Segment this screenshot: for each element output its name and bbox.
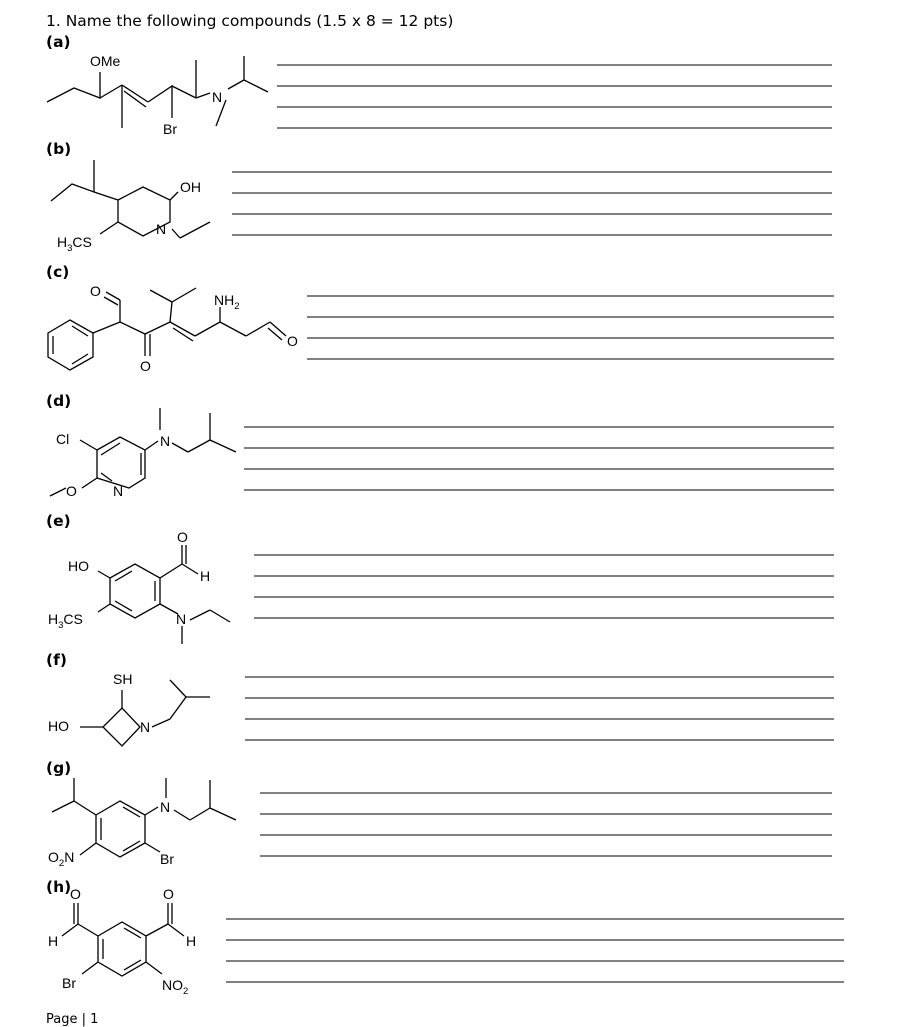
atom-c-o1: O (90, 283, 101, 299)
atom-a-n: N (212, 89, 223, 105)
atom-h-br: Br (62, 975, 76, 991)
structure-b (51, 160, 210, 254)
atom-h-no: NO (162, 977, 183, 993)
structure-c (48, 283, 298, 374)
label-f: (f) (46, 651, 67, 669)
atom-a-ome: OMe (90, 53, 121, 69)
atom-g-o: O (48, 849, 59, 865)
svg-text:NH2 (214, 292, 240, 312)
atom-a-br: Br (163, 121, 177, 137)
atom-e-h: H (200, 568, 211, 584)
structure-e (48, 529, 230, 644)
atom-b-h: H (57, 234, 68, 250)
atom-e-cs: CS (63, 611, 83, 627)
atom-h-sub: 2 (183, 986, 189, 997)
answer-lines-b[interactable] (232, 172, 832, 235)
atom-c-o2: O (140, 358, 151, 374)
atom-d-n1: N (113, 483, 124, 499)
atom-d-n2: N (160, 433, 171, 449)
svg-text:H3CS (48, 611, 83, 631)
atom-b-sub: 3 (67, 243, 73, 254)
atom-d-o: O (66, 483, 77, 499)
atom-d-cl: Cl (56, 431, 70, 447)
atom-e-h3: H (48, 611, 59, 627)
svg-text:O2N (48, 849, 74, 869)
structure-d (50, 408, 236, 499)
atom-g-sub: 2 (58, 858, 65, 869)
label-g: (g) (46, 759, 72, 777)
structure-a (47, 53, 268, 137)
atom-e-n: N (176, 611, 187, 627)
atom-b-cs: CS (72, 234, 92, 250)
atom-g-n: N (160, 799, 171, 815)
atom-c-sub: 2 (234, 301, 240, 312)
atom-h-o1: O (70, 886, 81, 902)
atom-c-nh: NH (214, 292, 235, 308)
atom-g-n2: N (64, 849, 75, 865)
label-h: (h) (46, 878, 72, 896)
question-title: 1. Name the following compounds (1.5 x 8 = 12 pts) (46, 12, 454, 30)
structure-h (48, 886, 196, 997)
atom-h-h1: H (48, 933, 59, 949)
structure-g (48, 778, 236, 869)
atom-h-o2: O (163, 886, 174, 902)
atom-f-ho: HO (48, 718, 69, 734)
svg-text:H3CS (57, 234, 92, 254)
answer-lines-d[interactable] (244, 427, 834, 490)
atom-e-ho: HO (68, 558, 89, 574)
page-footer: Page | 1 (46, 1012, 99, 1027)
answer-lines-e[interactable] (254, 555, 834, 618)
atom-f-sh: SH (113, 671, 133, 687)
svg-text:NO2 (162, 977, 188, 997)
label-c: (c) (46, 263, 70, 281)
structure-f (48, 671, 210, 746)
atom-b-n: N (156, 221, 167, 237)
answer-lines-g[interactable] (260, 793, 832, 856)
atom-g-br: Br (160, 851, 174, 867)
atom-c-o3: O (287, 333, 298, 349)
atom-b-oh: OH (180, 179, 201, 195)
answer-lines-a[interactable] (277, 65, 832, 128)
atom-f-n: N (140, 719, 151, 735)
label-a: (a) (46, 33, 71, 51)
label-e: (e) (46, 512, 71, 530)
atom-e-sub: 3 (58, 620, 64, 631)
answer-lines-h[interactable] (226, 919, 844, 982)
label-d: (d) (46, 392, 72, 410)
answer-lines-c[interactable] (307, 296, 834, 359)
atom-e-o: O (177, 529, 188, 545)
label-b: (b) (46, 140, 72, 158)
answer-lines-f[interactable] (245, 677, 834, 740)
atom-h-h2: H (186, 933, 197, 949)
